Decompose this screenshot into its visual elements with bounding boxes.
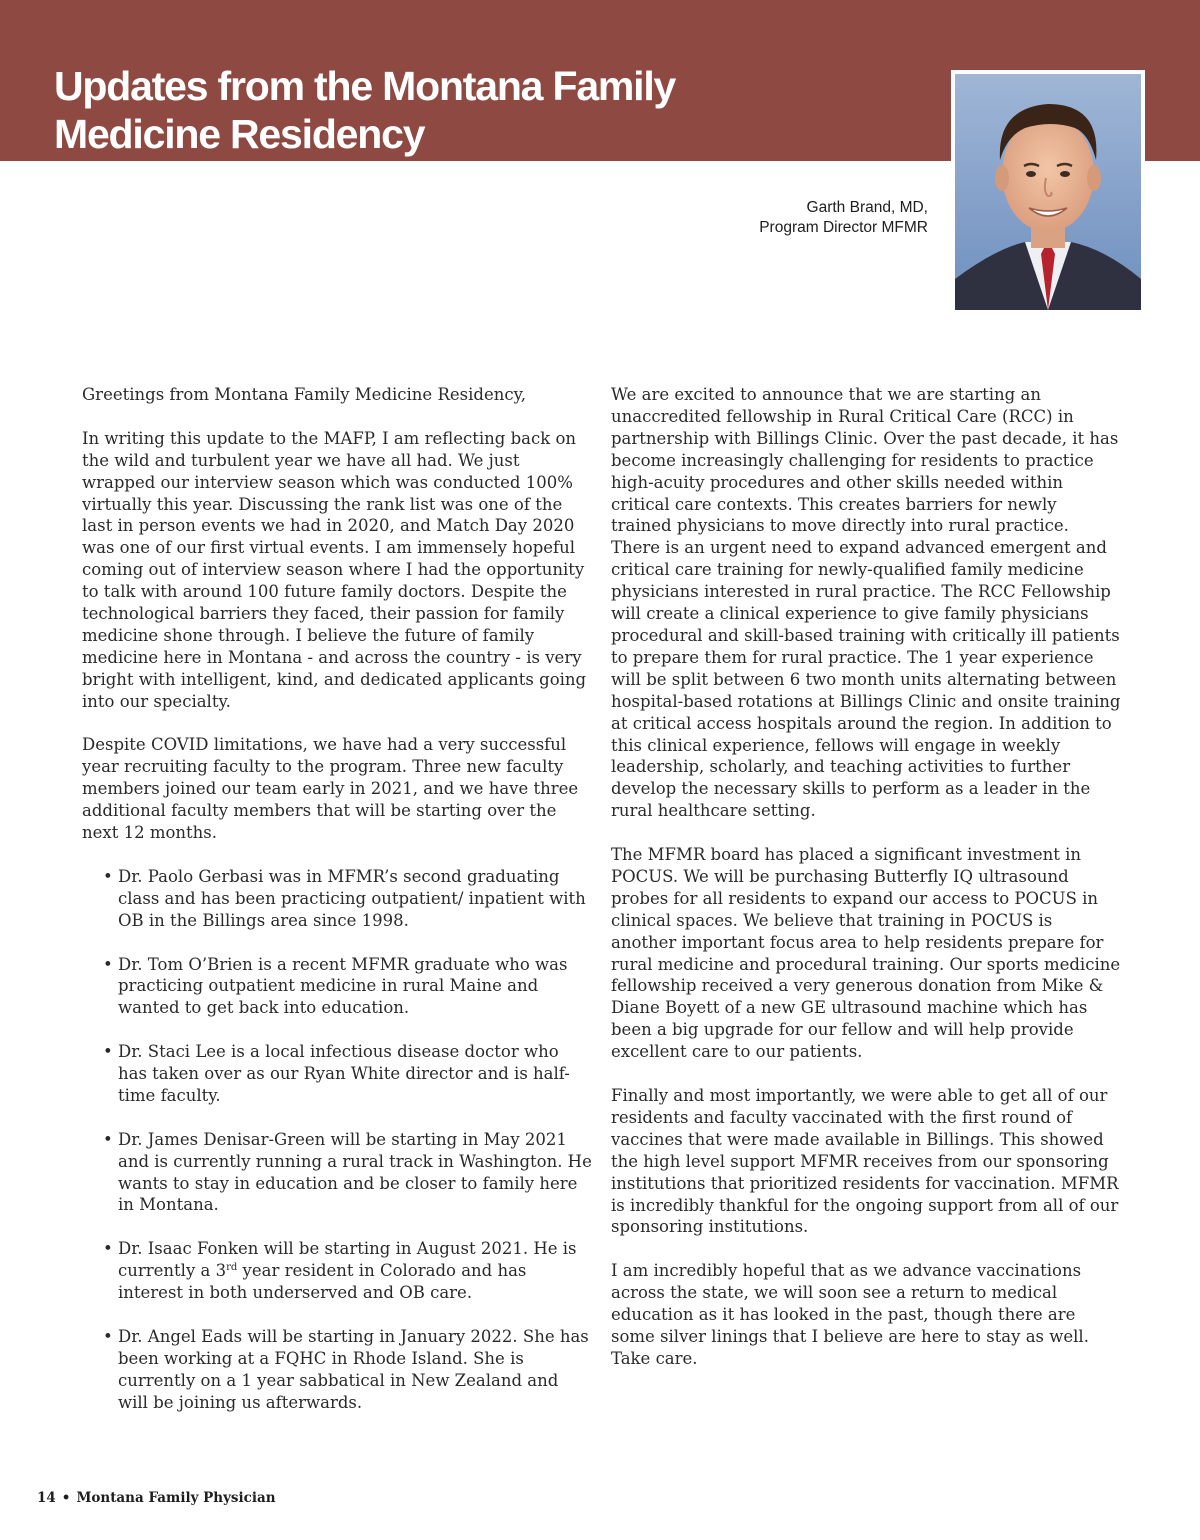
title-line-1: Updates from the Montana Family <box>54 63 676 109</box>
bullet: • <box>103 1239 113 1259</box>
page-footer <box>37 1490 276 1506</box>
page-number: 14 <box>37 1490 56 1506</box>
publication-name: Montana Family Physician <box>76 1490 276 1506</box>
bullet: • <box>103 1326 113 1346</box>
author-role: Program Director MFMR <box>759 219 928 236</box>
ordinal-superscript: rd <box>226 1262 238 1274</box>
bullet: • <box>103 866 113 886</box>
list-item-text: Dr. Angel Eads will be starting in January 2022. She has been working at a FQHC in Rhode Island. She is currently on a 1 year sabbatical in New Zealand and will be joining us afterwards. <box>118 1326 589 1412</box>
list-item-text: Dr. Staci Lee is a local infectious disease doctor who has taken over as our Ryan White director and is half-time faculty. <box>118 1042 570 1105</box>
footer-separator: • <box>61 1490 71 1506</box>
left-column <box>82 384 592 1435</box>
bullet: • <box>103 1042 113 1062</box>
list-item <box>82 1041 592 1107</box>
list-item-text-before: Dr. Isaac Fonken will be starting in August 2021. He is currently a 3 <box>118 1239 577 1281</box>
list-item-text-after: year resident in Colorado and has interest in both underserved and OB care. <box>118 1261 527 1303</box>
bullet: • <box>103 954 113 974</box>
greeting-paragraph: Greetings from Montana Family Medicine Residency, <box>82 385 526 404</box>
author-name: Garth Brand, MD, <box>806 199 928 216</box>
author-photo <box>951 70 1145 314</box>
title-line-2: Medicine Residency <box>54 111 425 157</box>
bullet: • <box>103 1129 113 1149</box>
right-column <box>611 384 1121 1392</box>
vaccination-paragraph: Finally and most importantly, we were able to get all of our residents and faculty vaccinated with the first round of vaccines that were made available in Billings. This showed the high level support MFMR receives from our sponsoring institutions that prioritized residents for vaccination. MFMR is incredibly thankful for the ongoing support from all of our sponsoring institutions. <box>611 1085 1119 1237</box>
list-item <box>82 1238 592 1304</box>
list-item-text: Dr. James Denisar-Green will be starting in May 2021 and is currently running a rural track in Washington. He wants to stay in education and be closer to family here in Montana. <box>118 1129 592 1215</box>
closing-paragraph: I am incredibly hopeful that as we advance vaccinations across the state, we will soon see a return to medical education as it has looked in the past, though there are some silver linings that I believe are here to stay as well. Take care. <box>611 1261 1089 1368</box>
page-title <box>54 62 675 158</box>
list-item <box>82 954 592 1020</box>
fellowship-paragraph: We are excited to announce that we are starting an unaccredited fellowship in Rural Critical Care (RCC) in partnership with Billings Clinic. Over the past decade, it has become increasingly challenging for residents to practice high-acuity procedures and other skills needed within critical care contexts. This creates barriers for newly trained physicians to move directly into rural practice. There is an urgent need to expand advanced emergent and critical care training for newly-qualified family medicine physicians interested in rural practice. The RCC Fellowship will create a clinical experience to give family physicians procedural and skill-based training with critically ill patients to prepare them for rural practice. The 1 year experience will be split between 6 two month units alternating between hospital-based rotations at Billings Clinic and onsite training at critical access hospitals around the region. In addition to this clinical experience, fellows will engage in weekly leadership, scholarly, and teaching activities to further develop the necessary skills to perform as a leader in the rural healthcare setting. <box>611 385 1121 821</box>
list-item <box>82 1326 592 1414</box>
intro-paragraph: In writing this update to the MAFP, I am reflecting back on the wild and turbulent year we have all had. We just wrapped our interview season which was conducted 100% virtually this year. Discussing the rank list was one of the last in person events we had in 2020, and Match Day 2020 was one of our first virtual events. I am immensely hopeful coming out of interview season where I had the opportunity to talk with around 100 future family doctors. Despite the technological barriers they faced, their passion for family medicine shone through. I believe the future of family medicine here in Montana - and across the country - is very bright with intelligent, kind, and dedicated applicants going into our specialty. <box>82 428 587 711</box>
faculty-list <box>82 866 592 1414</box>
pocus-paragraph: The MFMR board has placed a significant investment in POCUS. We will be purchasing Butterfly IQ ultrasound probes for all residents to expand our access to POCUS in clinical spaces. We believe that training in POCUS is another important focus area to help residents prepare for rural medicine and procedural training. Our sports medicine fellowship received a very generous donation from Mike & Diane Boyett of a new GE ultrasound machine which has been a big upgrade for our fellow and will help provide excellent care to our patients. <box>611 845 1121 1062</box>
list-item <box>82 1129 592 1217</box>
list-item-text: Dr. Tom O’Brien is a recent MFMR graduate who was practicing outpatient medicine in rural Maine and wanted to get back into education. <box>118 954 568 1018</box>
faculty-paragraph: Despite COVID limitations, we have had a very successful year recruiting faculty to the program. Three new faculty members joined our team early in 2021, and we have three additional faculty members that will be starting over the next 12 months. <box>82 735 579 843</box>
list-item-text: Dr. Paolo Gerbasi was in MFMR’s second graduating class and has been practicing outpatient/ inpatient with OB in the Billings area since 1998. <box>118 866 586 930</box>
list-item <box>82 866 592 932</box>
author-byline <box>759 198 928 238</box>
